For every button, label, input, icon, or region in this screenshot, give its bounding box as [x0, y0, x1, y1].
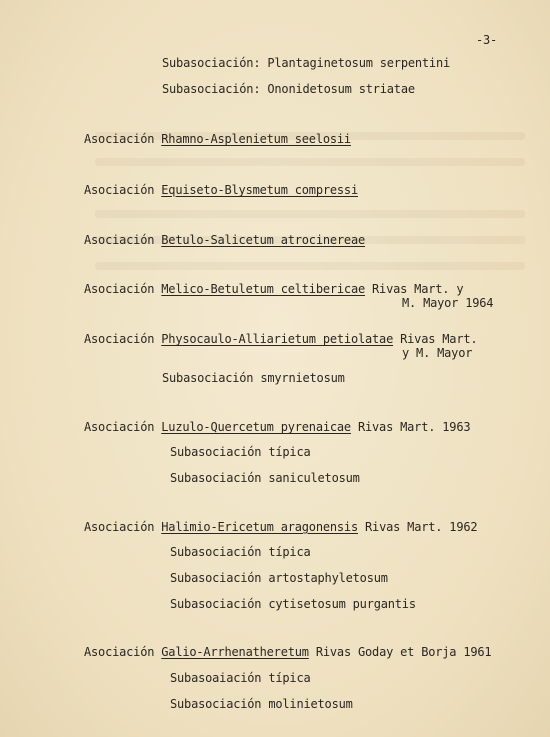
association-name: Equiseto-Blysmetum compressi [161, 183, 358, 197]
subassociation-line: Subasociación artostaphyletosum [170, 571, 388, 585]
subassociation-line: Subasociación: Ononidetosum striatae [162, 82, 415, 96]
association-label: Asociación [84, 420, 155, 434]
association-name: Luzulo-Quercetum pyrenaicae [161, 420, 351, 434]
association-entry [84, 132, 351, 146]
association-entry [84, 645, 491, 659]
association-name: Melico-Betuletum celtibericae [161, 282, 365, 296]
association-entry [84, 332, 477, 346]
subassociation-line: Subasociación smyrnietosum [162, 371, 345, 385]
subassociation-line: Subasociación típica [170, 545, 311, 559]
association-entry [84, 233, 365, 247]
subassociation-line: Subasociación saniculetosum [170, 471, 360, 485]
association-label: Asociación [84, 332, 155, 346]
association-label: Asociación [84, 520, 155, 534]
subassociation-line: Subasociación cytisetosum purgantis [170, 597, 416, 611]
page-number: -3- [476, 33, 498, 47]
association-label: Asociación [84, 282, 155, 296]
subassociation-line: Subasociación molinietosum [170, 697, 353, 711]
association-author: Rivas Mart. 1962 [365, 520, 478, 534]
association-name: Galio-Arrhenatheretum [161, 645, 309, 659]
association-label: Asociación [84, 183, 155, 197]
association-name: Betulo-Salicetum atrocinereae [161, 233, 365, 247]
association-author: Rivas Mart. [400, 332, 478, 346]
association-entry [84, 420, 470, 434]
bleed-through [95, 158, 525, 166]
association-entry [84, 520, 477, 534]
association-label: Asociación [84, 132, 155, 146]
association-author-cont: y M. Mayor [402, 346, 473, 360]
association-name: Halimio-Ericetum aragonensis [161, 520, 358, 534]
association-author: Rivas Mart. 1963 [357, 420, 471, 434]
association-author: Rivas Mart. y [372, 282, 464, 296]
subassociation-line: Subasociación típica [170, 445, 311, 459]
association-entry [84, 282, 463, 296]
subassociation-line: Subasociación: Plantaginetosum serpentini [162, 56, 451, 70]
subassociation-line: Subasoaiación típica [170, 671, 311, 685]
association-name: Physocaulo-Alliarietum petiolatae [161, 332, 394, 346]
bleed-through [95, 262, 525, 270]
association-name: Rhamno-Asplenietum seelosii [161, 132, 351, 146]
association-label: Asociación [84, 233, 155, 247]
bleed-through [95, 210, 525, 218]
association-entry [84, 183, 358, 197]
association-author: Rivas Goday et Borja 1961 [315, 645, 492, 659]
association-author-cont: M. Mayor 1964 [402, 296, 494, 310]
association-label: Asociación [84, 645, 155, 659]
